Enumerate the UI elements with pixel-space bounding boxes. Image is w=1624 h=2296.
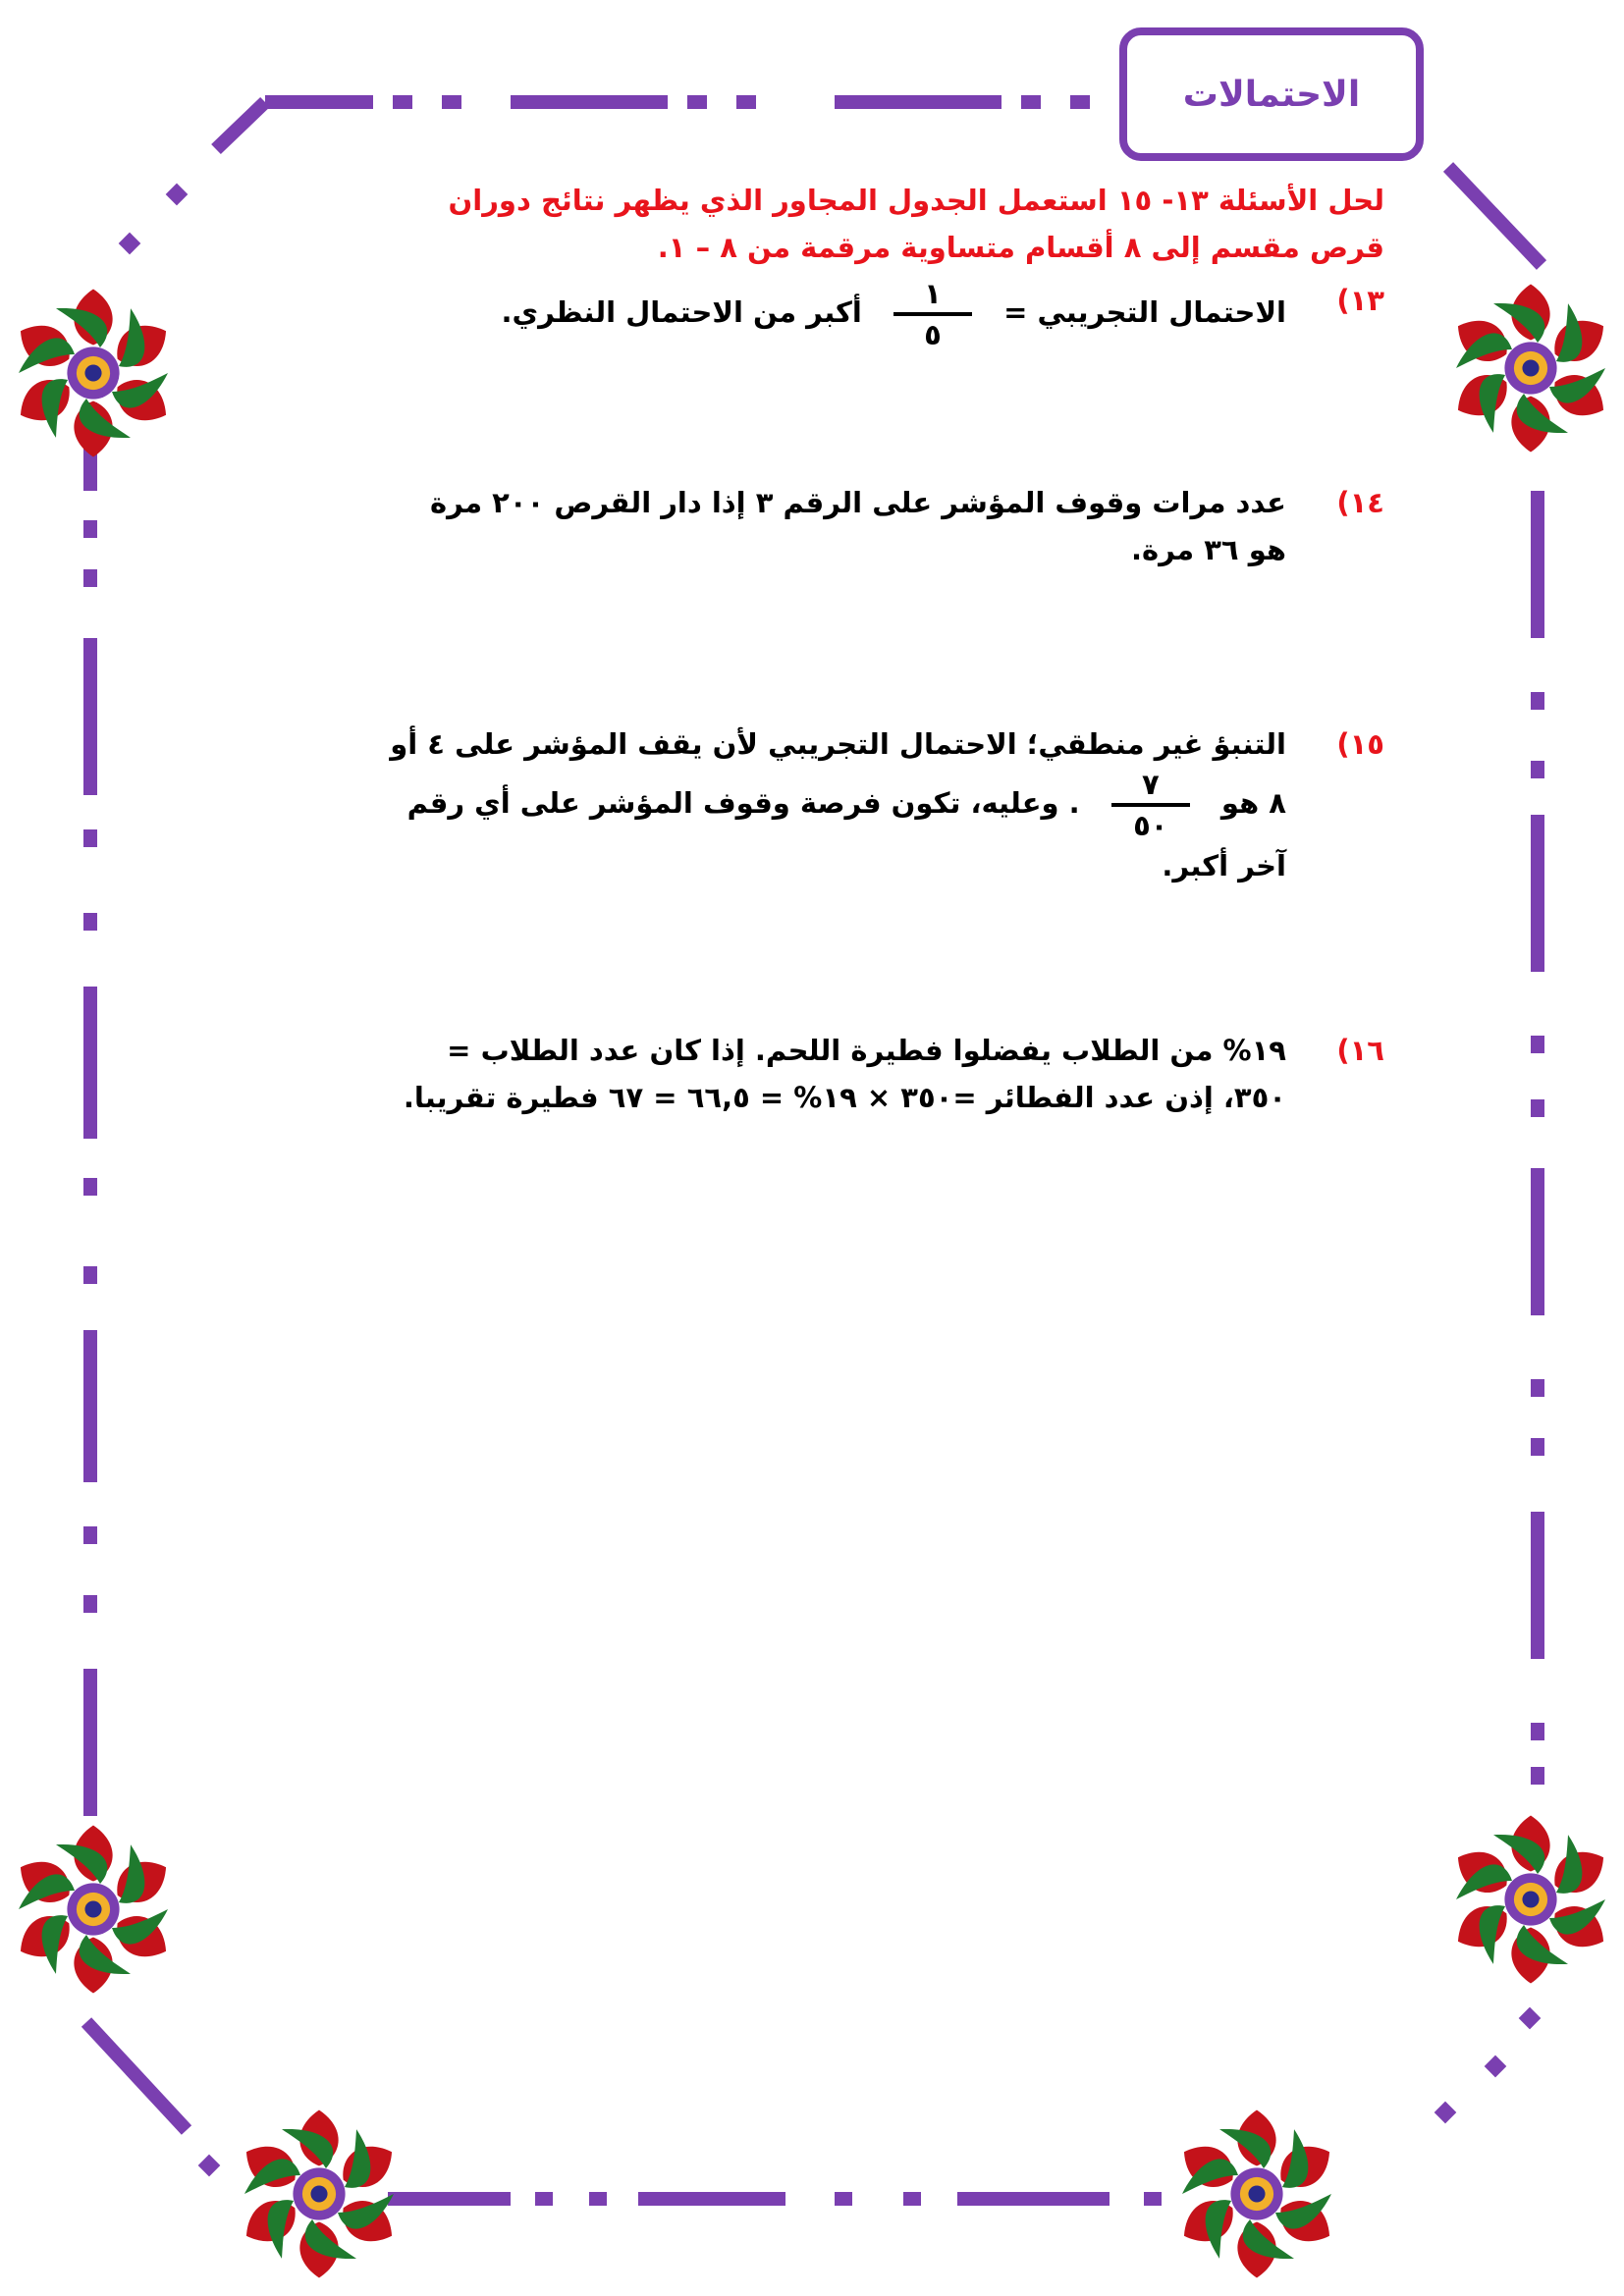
fraction-denominator: ٥٠ <box>1133 809 1168 842</box>
flower-ornament-icon <box>0 280 187 466</box>
question-15 <box>191 721 1384 889</box>
answer-text: هو ٣٦ مرة. <box>1130 533 1286 566</box>
question-13 <box>191 277 1384 351</box>
fraction <box>893 277 972 351</box>
title-box <box>1119 27 1424 161</box>
instructions-line: قرص مقسم إلى ٨ أقسام متساوية مرقمة من ٨ – ١. <box>657 231 1384 264</box>
answer-text: ١٩% من الطلاب يفضلوا فطيرة اللحم. إذا كان عدد الطلاب = <box>447 1034 1286 1067</box>
question-number: ١٥) <box>1336 727 1384 761</box>
flower-ornament-icon <box>0 1816 187 2002</box>
flower-ornament-icon <box>1437 1806 1624 1993</box>
flower-ornament-icon <box>226 2101 412 2287</box>
answer-text: الاحتمال التجريبي = <box>1003 295 1286 329</box>
answer-text: ٣٥٠، إذن عدد الفطائر =٣٥٠ × ١٩% = ٦٦,٥ = ٦٧ فطيرة تقريبا. <box>403 1081 1286 1114</box>
question-14 <box>191 479 1384 573</box>
answer-line <box>191 768 1286 842</box>
fraction-numerator: ١ <box>924 277 942 310</box>
fraction-denominator: ٥ <box>924 318 942 351</box>
answer-text: عدد مرات وقوف المؤشر على الرقم ٣ إذا دار القرص ٢٠٠ مرة <box>429 486 1286 519</box>
answer-text: ٨ هو <box>1220 786 1286 820</box>
fraction-bar <box>1111 803 1190 807</box>
answer-text: التنبؤ غير منطقي؛ الاحتمال التجريبي لأن يقف المؤشر على ٤ أو <box>390 727 1286 761</box>
answer-text: آخر أكبر. <box>1162 849 1286 882</box>
question-number: ١٣) <box>1336 284 1384 317</box>
worksheet-content <box>191 177 1384 1121</box>
fraction-numerator: ٧ <box>1141 768 1160 801</box>
answer-text: . وعليه، تكون فرصة وقوف المؤشر على أي رقم <box>406 786 1080 820</box>
flower-ornament-icon <box>1164 2101 1350 2287</box>
instructions <box>191 177 1384 271</box>
instructions-line: لحل الأسئلة ١٣- ١٥ استعمل الجدول المجاور الذي يظهر نتائج دوران <box>448 184 1384 217</box>
page-title: الاحتمالات <box>1182 74 1361 115</box>
question-number: ١٦) <box>1336 1034 1384 1067</box>
question-16 <box>191 1027 1384 1121</box>
question-number: ١٤) <box>1336 486 1384 519</box>
fraction-bar <box>893 312 972 316</box>
fraction <box>1111 768 1190 842</box>
flower-ornament-icon <box>1437 275 1624 461</box>
answer-text: أكبر من الاحتمال النظري. <box>501 295 862 329</box>
